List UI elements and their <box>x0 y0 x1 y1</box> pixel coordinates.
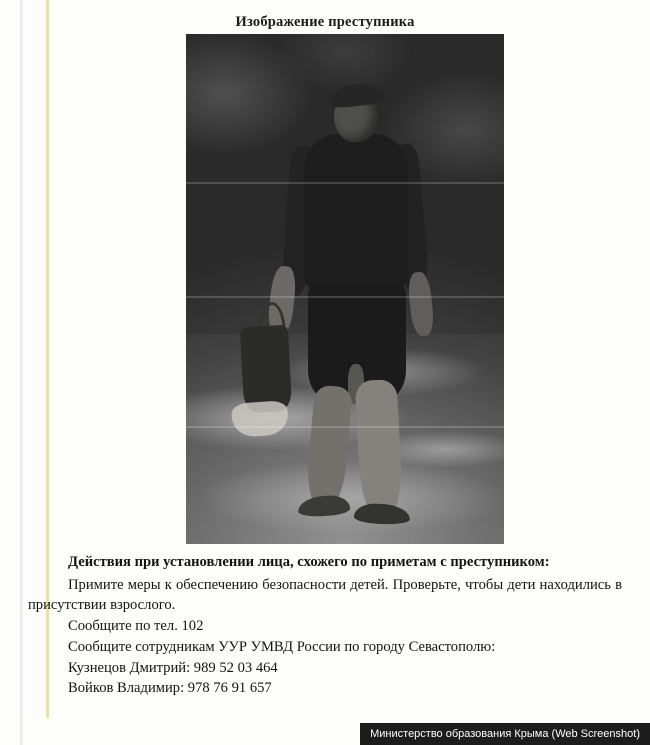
instructions-heading: Действия при установлении лица, схожего по приметам с преступником: <box>68 554 550 570</box>
photo-background <box>186 34 504 544</box>
figure-bag <box>240 325 292 413</box>
scan-crease-line <box>186 182 504 184</box>
source-watermark: Министерство образования Крыма (Web Screenshot) <box>360 723 650 745</box>
scan-crease-line <box>186 296 504 298</box>
suspect-photo <box>186 34 504 544</box>
scan-left-edge <box>20 0 23 745</box>
report-officers-intro: Сообщите сотрудникам УУР УМВД России по городу Севастополю: <box>68 638 496 655</box>
scan-crease-line <box>186 426 504 428</box>
figure-torso <box>304 134 408 294</box>
report-phone-line: Сообщите по тел. 102 <box>68 618 204 635</box>
document-body <box>28 552 622 699</box>
page-title: Изображение преступника <box>235 14 415 30</box>
officer-two-contact: Войков Владимир: 978 76 91 657 <box>68 680 272 697</box>
officer-one-contact: Кузнецов Дмитрий: 989 52 03 464 <box>68 659 278 676</box>
instructions-body: Примите меры к обеспечению безопасности детей. Проверьте, чтобы дети находились в присутствии взрослого. <box>28 576 622 614</box>
